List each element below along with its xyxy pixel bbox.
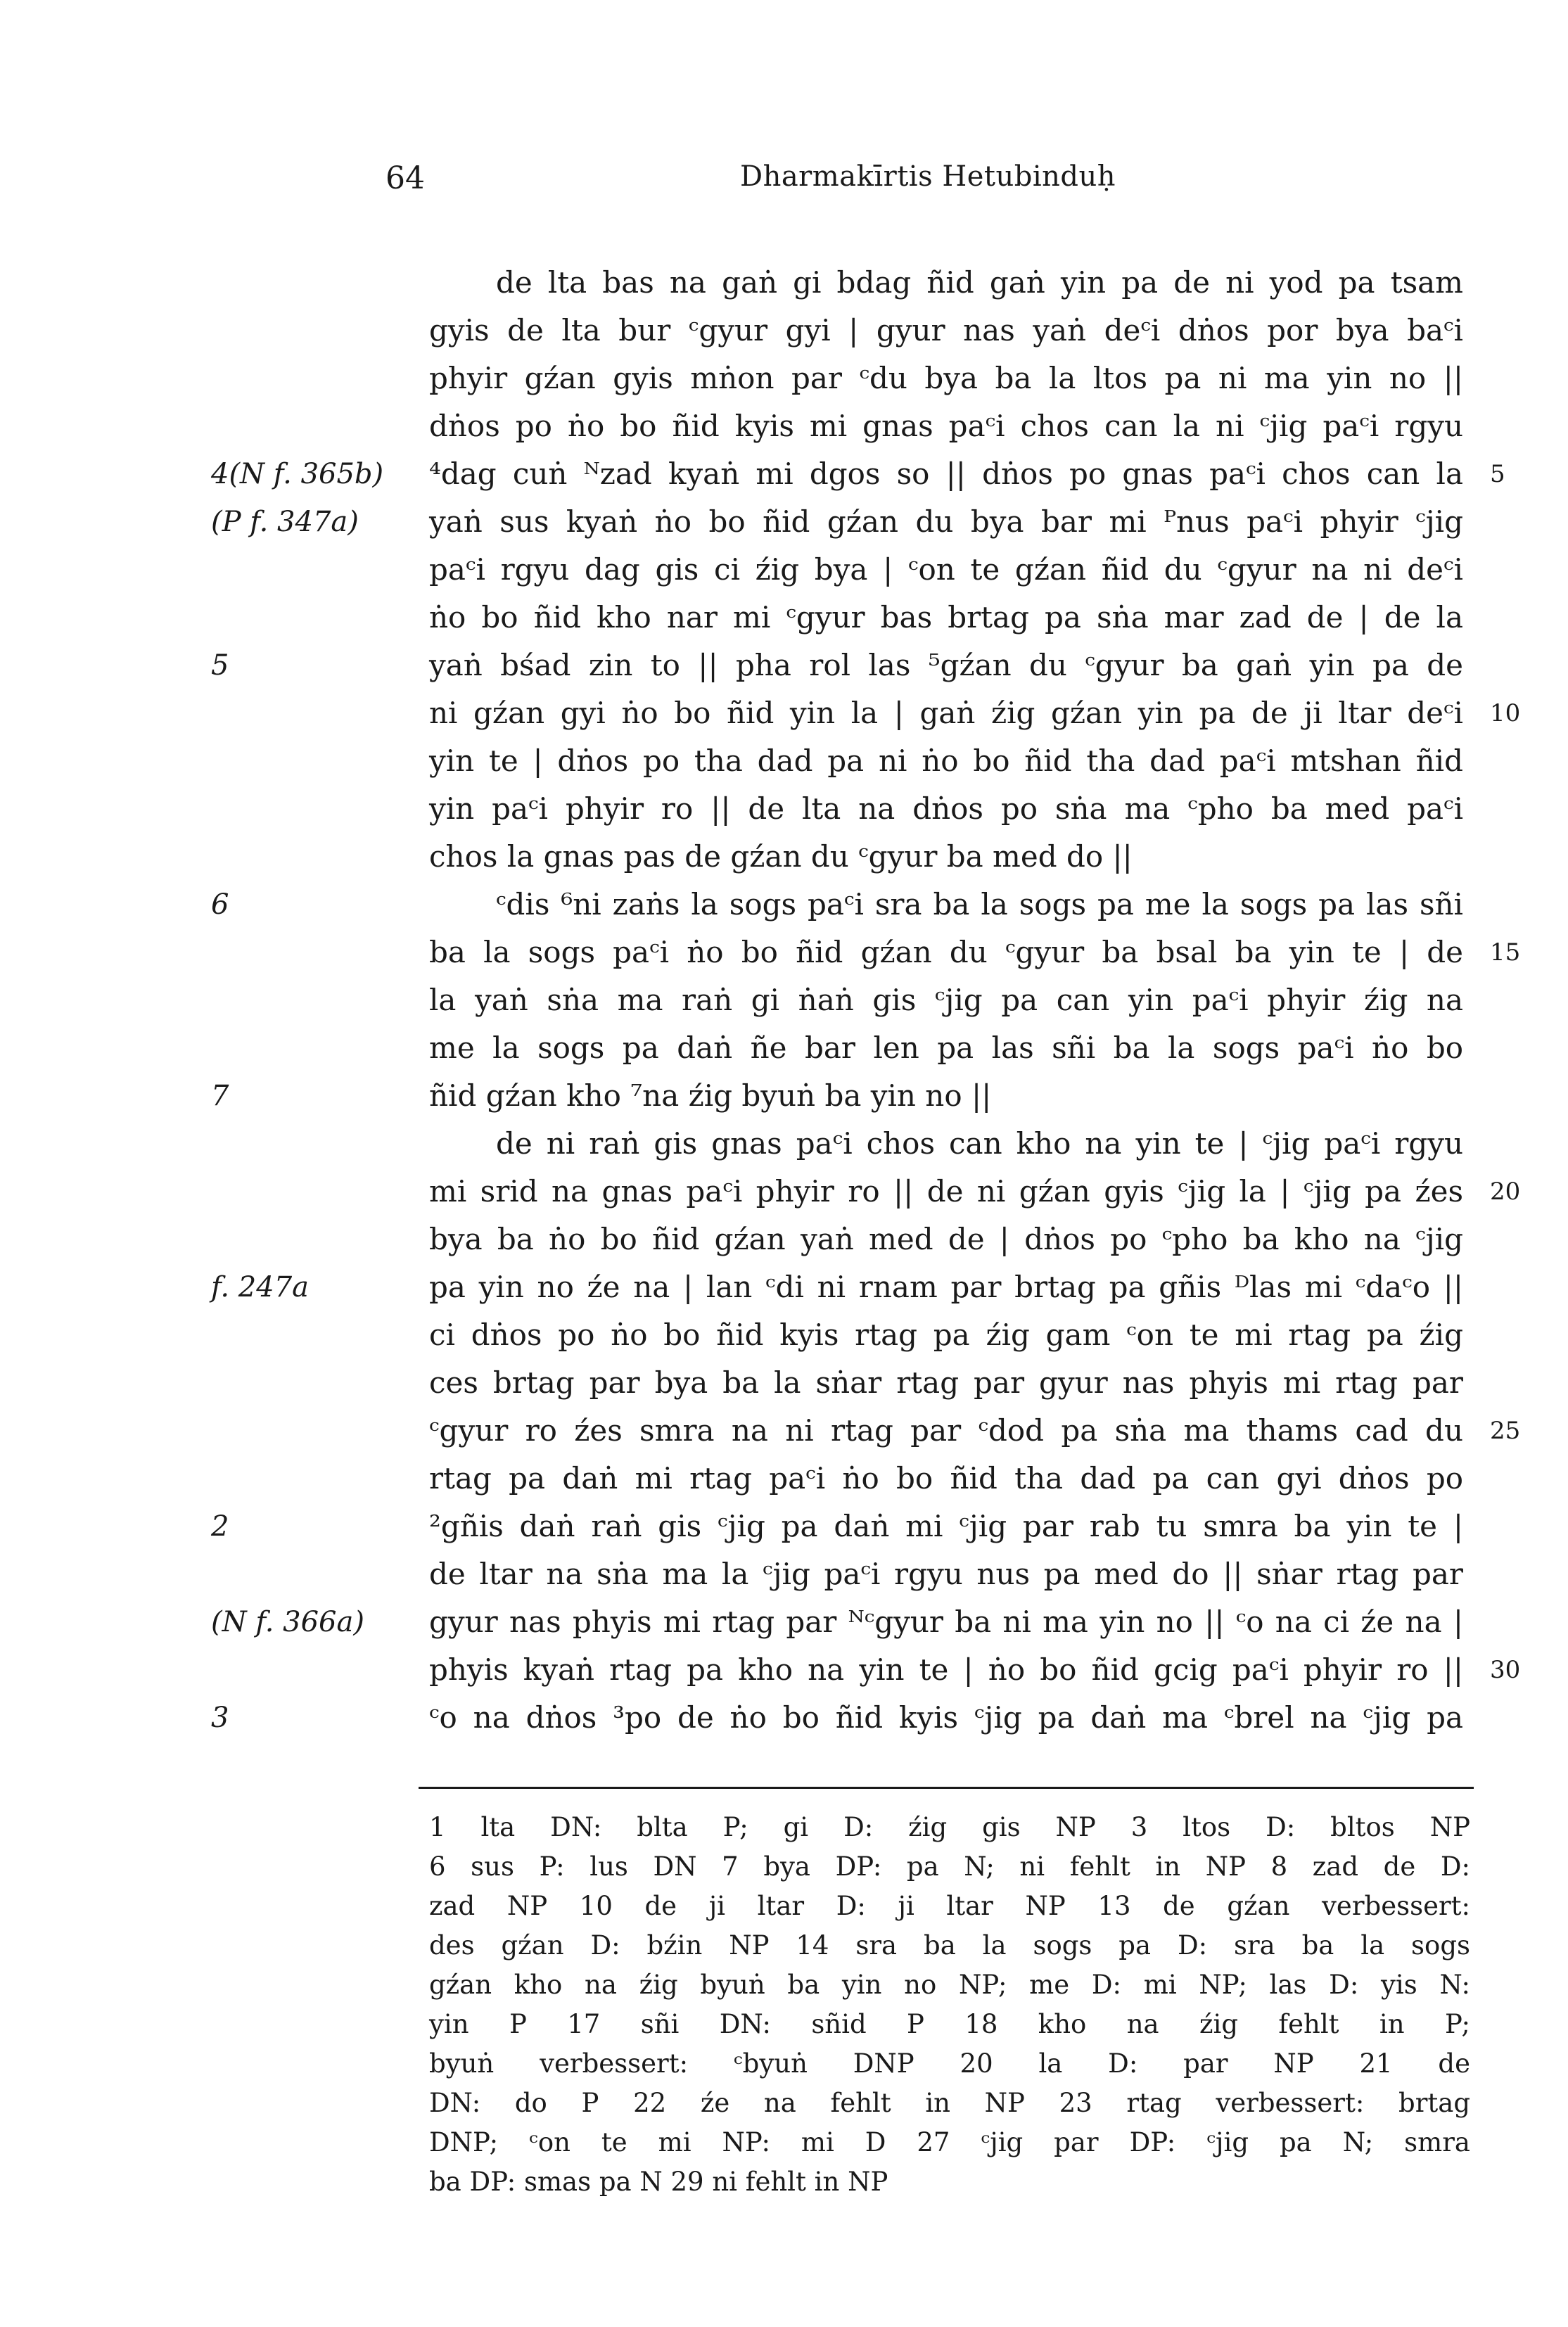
text-line-content: me la sogs pa daṅ ñe bar len pa las sñi ba la sogs paᶜi ṅo bo [429, 1031, 1463, 1065]
footnote-line [0, 1847, 1568, 1887]
footnote-line-content: ba DP: smas pa N 29 ni fehlt in NP [429, 2167, 888, 2197]
footnote-line-content: des gźan D: bźin NP 14 sra ba la sogs pa D: sra ba la sogs [429, 1930, 1470, 1961]
text-line [0, 546, 1568, 594]
text-line-content: ⁴dag cuṅ ᴺzad kyaṅ mi dgos so || dṅos po gnas paᶜi chos can la [429, 457, 1463, 491]
text-line [0, 1263, 1568, 1311]
text-line [0, 402, 1568, 450]
text-line [0, 1455, 1568, 1503]
manuscript-folio-reference: f. 247a [211, 1271, 310, 1303]
text-line-content: ṅo bo ñid kho nar mi ᶜgyur bas brtag pa sṅa mar zad de | de la [429, 600, 1463, 635]
footnote-line-content: zad NP 10 de ji ltar D: ji ltar NP 13 de gźan verbessert: [429, 1891, 1470, 1921]
text-line-content: yin te | dṅos po tha dad pa ni ṅo bo ñid tha dad paᶜi mtshan ñid [429, 744, 1463, 778]
text-line-content: ñid gźan kho ⁷na źig byuṅ ba yin no || [429, 1078, 992, 1113]
footnote-line [0, 1965, 1568, 2005]
footnote-line-content: yin P 17 sñi DN: sñid P 18 kho na źig fehlt in P; [429, 2009, 1470, 2039]
footnote-line [0, 1808, 1568, 1847]
text-line [0, 833, 1568, 881]
manuscript-folio-reference: 6 [211, 888, 229, 921]
text-line-content: de ltar na sṅa ma la ᶜjig paᶜi rgyu nus pa med do || sṅar rtag par [429, 1557, 1463, 1591]
text-line [0, 689, 1568, 737]
text-line [0, 1168, 1568, 1216]
running-header [0, 160, 1568, 210]
text-line-content: chos la gnas pas de gźan du ᶜgyur ba med do || [429, 839, 1133, 874]
footnote-line-content: 1 lta DN: blta P; gi D: źig gis NP 3 ltos D: bltos NP [429, 1812, 1470, 1842]
text-line-content: ²gñis daṅ raṅ gis ᶜjig pa daṅ mi ᶜjig par rab tu smra ba yin te | [429, 1509, 1463, 1543]
line-number: 30 [1490, 1656, 1521, 1684]
text-line [0, 1598, 1568, 1646]
text-line [0, 1216, 1568, 1263]
manuscript-folio-reference: 7 [211, 1080, 229, 1112]
text-line [0, 1120, 1568, 1168]
text-line [0, 1072, 1568, 1120]
manuscript-folio-reference: (P f. 347a) [211, 506, 359, 538]
manuscript-folio-reference: (N f. 366a) [211, 1606, 364, 1638]
text-line-content: ci dṅos po ṅo bo ñid kyis rtag pa źig gam ᶜon te mi rtag pa źig [429, 1318, 1463, 1352]
text-line-content: ba la sogs paᶜi ṅo bo ñid gźan du ᶜgyur ba bsal ba yin te | de [429, 935, 1463, 969]
text-line-content: ces brtag par bya ba la sṅar rtag par gyur nas phyis mi rtag par [429, 1365, 1463, 1400]
text-line [0, 1359, 1568, 1407]
text-line-content: yin paᶜi phyir ro || de lta na dṅos po sṅa ma ᶜpho ba med paᶜi [429, 791, 1463, 826]
text-line [0, 307, 1568, 355]
text-line-content: phyir gźan gyis mṅon par ᶜdu bya ba la ltos pa ni ma yin no || [429, 361, 1463, 395]
text-line [0, 1407, 1568, 1455]
text-line-content: gyis de lta bur ᶜgyur gyi | gyur nas yaṅ deᶜi dṅos por bya baᶜi [429, 313, 1463, 348]
text-line-content: ni gźan gyi ṅo bo ñid yin la | gaṅ źig gźan yin pa de ji ltar deᶜi [429, 696, 1463, 730]
footnote-divider [419, 1787, 1474, 1789]
text-line-content: pa yin no źe na | lan ᶜdi ni rnam par brtag pa gñis ᴰlas mi ᶜdaᶜo || [429, 1270, 1463, 1304]
text-line-content: ᶜdis ⁶ni zaṅs la sogs paᶜi sra ba la sogs pa me la sogs pa las sñi [496, 887, 1463, 922]
line-number: 20 [1490, 1178, 1521, 1206]
text-line-content: de ni raṅ gis gnas paᶜi chos can kho na yin te | ᶜjig paᶜi rgyu [496, 1126, 1463, 1161]
text-line-content: la yaṅ sṅa ma raṅ gi ṅaṅ gis ᶜjig pa can yin paᶜi phyir źig na [429, 983, 1463, 1017]
text-line [0, 929, 1568, 976]
footnote-line [0, 2162, 1568, 2202]
text-line-content: ᶜo na dṅos ³po de ṅo bo ñid kyis ᶜjig pa daṅ ma ᶜbrel na ᶜjig pa [429, 1700, 1463, 1735]
text-line [0, 785, 1568, 833]
line-number: 5 [1490, 460, 1505, 488]
text-line-content: yaṅ sus kyaṅ ṅo bo ñid gźan du bya bar mi ᴾnus paᶜi phyir ᶜjig [429, 504, 1463, 539]
line-number: 15 [1490, 938, 1521, 967]
footnote-line [0, 1926, 1568, 1965]
text-line [0, 1646, 1568, 1694]
text-line [0, 594, 1568, 642]
footnote-line-content: DN: do P 22 źe na fehlt in NP 23 rtag verbessert: brtag [429, 2088, 1470, 2118]
text-line [0, 498, 1568, 546]
text-line [0, 1024, 1568, 1072]
line-number: 10 [1490, 699, 1521, 727]
text-line [0, 450, 1568, 498]
line-number: 25 [1490, 1417, 1521, 1445]
text-line-content: ᶜgyur ro źes smra na ni rtag par ᶜdod pa sṅa ma thams cad du [429, 1413, 1463, 1448]
manuscript-folio-reference: 2 [211, 1510, 229, 1543]
text-line-content: phyis kyaṅ rtag pa kho na yin te | ṅo bo ñid gcig paᶜi phyir ro || [429, 1652, 1463, 1687]
running-title: Dharmakīrtis Hetubinduḥ [740, 160, 1116, 193]
text-line-content: yaṅ bśad zin to || pha rol las ⁵gźan du ᶜgyur ba gaṅ yin pa de [429, 648, 1463, 682]
text-line [0, 1550, 1568, 1598]
footnote-line [0, 1887, 1568, 1926]
text-line [0, 355, 1568, 402]
footnote-line [0, 2005, 1568, 2044]
manuscript-folio-reference: 3 [211, 1702, 229, 1734]
text-line [0, 1503, 1568, 1550]
text-line [0, 1311, 1568, 1359]
text-line-content: rtag pa daṅ mi rtag paᶜi ṅo bo ñid tha dad pa can gyi dṅos po [429, 1461, 1463, 1496]
page-number: 64 [385, 160, 425, 196]
text-line-content: dṅos po ṅo bo ñid kyis mi gnas paᶜi chos can la ni ᶜjig paᶜi rgyu [429, 409, 1463, 443]
text-line-content: mi srid na gnas paᶜi phyir ro || de ni gźan gyis ᶜjig la | ᶜjig pa źes [429, 1174, 1463, 1209]
footnote-line [0, 2123, 1568, 2162]
text-line [0, 976, 1568, 1024]
text-line [0, 881, 1568, 929]
manuscript-folio-reference: 5 [211, 649, 229, 682]
text-line-content: gyur nas phyis mi rtag par ᴺᶜgyur ba ni ma yin no || ᶜo na ci źe na | [429, 1605, 1463, 1639]
footnote-line-content: DNP; ᶜon te mi NP: mi D 27 ᶜjig par DP: ᶜjig pa N; smra [429, 2127, 1470, 2157]
footnote-line-content: byuṅ verbessert: ᶜbyuṅ DNP 20 la D: par NP 21 de [429, 2048, 1470, 2079]
text-line-content: de lta bas na gaṅ gi bdag ñid gaṅ yin pa de ni yod pa tsam [496, 265, 1463, 300]
text-line [0, 642, 1568, 689]
text-line-content: paᶜi rgyu dag gis ci źig bya | ᶜon te gźan ñid du ᶜgyur na ni deᶜi [429, 552, 1463, 587]
text-line [0, 259, 1568, 307]
footnote-line [0, 2084, 1568, 2123]
text-line-content: bya ba ṅo bo ñid gźan yaṅ med de | dṅos po ᶜpho ba kho na ᶜjig [429, 1222, 1463, 1256]
footnote-line [0, 2044, 1568, 2084]
text-line [0, 1694, 1568, 1742]
manuscript-folio-reference: 4(N f. 365b) [211, 458, 384, 490]
footnote-line-content: 6 sus P: lus DN 7 bya DP: pa N; ni fehlt in NP 8 zad de D: [429, 1851, 1470, 1882]
text-line [0, 737, 1568, 785]
footnote-line-content: gźan kho na źig byuṅ ba yin no NP; me D: mi NP; las D: yis N: [429, 1970, 1470, 2000]
